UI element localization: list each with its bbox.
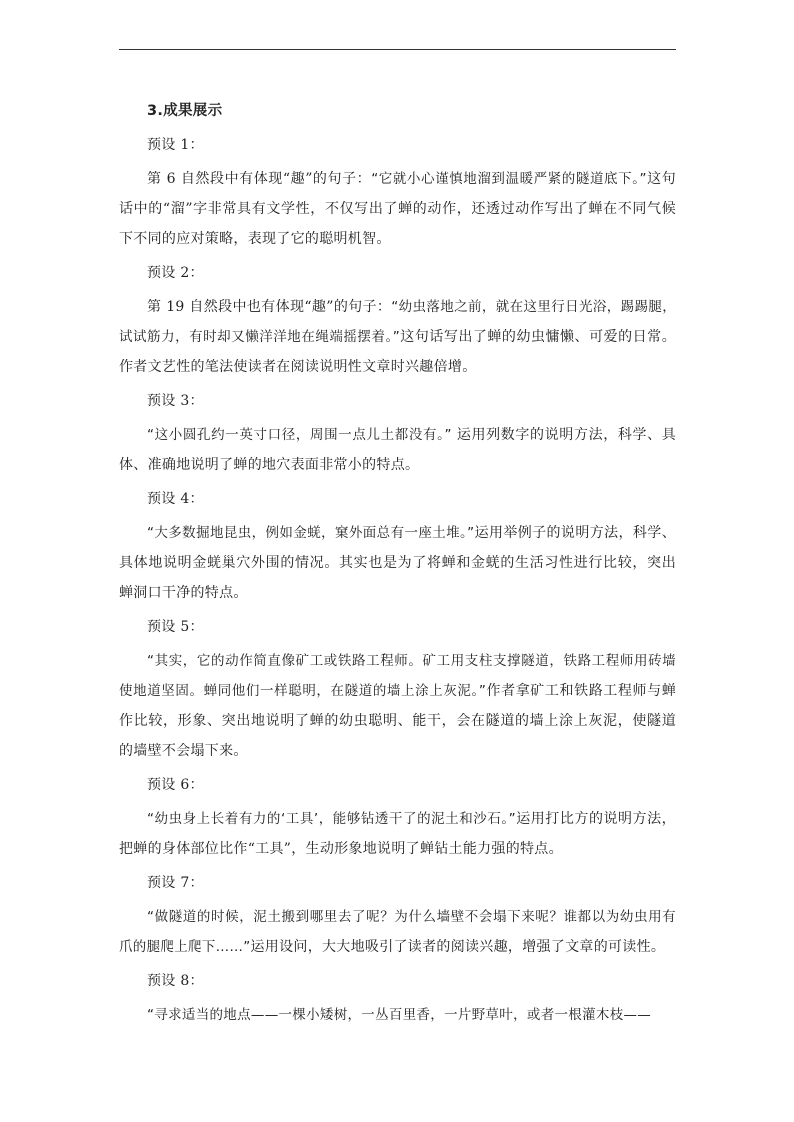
paragraph-analysis: 运用打比方的说明方法，把蝉的身体部位比作“工具”，生动形象地说明了蝉钻土能力强的特点。 xyxy=(119,811,676,857)
quoted-sentence: “这小圆孔约一英寸口径，周围一点儿土都没有。” xyxy=(147,427,452,443)
preset-label-2: 预设 2： xyxy=(147,265,204,281)
quoted-sentence: “它就小心谨慎地溜到温暖严紧的隧道底下。” xyxy=(371,171,647,187)
paragraph-analysis: 作者拿矿工和铁路工程师与蝉作比较，形象、突出地说明了蝉的幼虫聪明、能干，会在隧道的墙上涂上灰泥，使隧道的墙壁不会塌下来。 xyxy=(119,683,677,759)
preset-label-3: 预设 3： xyxy=(147,393,204,409)
paragraph-lead: 第 6 自然段中有体现“趣”的句子： xyxy=(147,171,372,187)
preset-paragraph-3 xyxy=(119,420,676,480)
quoted-sentence: “做隧道的时候，泥土搬到哪里去了呢？为什么墙壁不会塌下来呢？谁都以为幼虫用有爪的腿爬上爬下……” xyxy=(119,909,676,955)
preset-label-5: 预设 5： xyxy=(147,619,204,635)
preset-paragraph-8 xyxy=(119,1000,676,1030)
quoted-sentence: “其实，它的动作简直像矿工或铁路工程师。矿工用支柱支撑隧道，铁路工程师用砖墙使地道坚固。蝉同他们一样聪明，在隧道的墙上涂上灰泥。” xyxy=(119,653,676,699)
preset-paragraph-7 xyxy=(119,902,676,962)
preset-label-6: 预设 6： xyxy=(147,777,204,793)
preset-label-7: 预设 7： xyxy=(147,875,204,891)
document-content xyxy=(119,96,676,1034)
paragraph-analysis: 运用举例子的说明方法，科学、具体地说明金蜣巢穴外围的情况。其实也是为了将蝉和金蜣的生活习性进行比较，突出蝉洞口干净的特点。 xyxy=(119,525,676,601)
paragraph-analysis: 运用设问，大大地吸引了读者的阅读兴趣，增强了文章的可读性。 xyxy=(250,939,666,955)
quoted-sentence: “寻求适当的地点——一棵小矮树，一丛百里香，一片野草叶，或者一根灌木枝—— xyxy=(147,1007,652,1023)
preset-paragraph-4 xyxy=(119,518,676,608)
preset-label-1: 预设 1： xyxy=(147,137,204,153)
preset-paragraph-6 xyxy=(119,804,676,864)
preset-paragraph-1 xyxy=(119,164,676,254)
paragraph-analysis: 这句话写出了蝉的幼虫慵懒、可爱的日常。作者文艺性的笔法使读者在阅读说明性文章时兴趣倍增。 xyxy=(119,329,676,375)
quoted-sentence: “幼虫身上长着有力的‘工具’，能够钻透干了的泥土和沙石。” xyxy=(147,811,516,827)
section-title: 3.成果展示 xyxy=(147,103,223,119)
quoted-sentence: “幼虫落地之前，就在这里行日光浴，踢踢腿，试试筋力，有时却又懒洋洋地在绳端摇摆着。” xyxy=(119,299,676,345)
quoted-sentence: “大多数掘地昆虫，例如金蜣，窠外面总有一座土堆。” xyxy=(147,525,475,541)
preset-label-4: 预设 4： xyxy=(147,491,204,507)
paragraph-analysis: 运用列数字的说明方法，科学、具体、准确地说明了蝉的地穴表面非常小的特点。 xyxy=(119,427,677,473)
preset-label-8: 预设 8： xyxy=(147,973,204,989)
paragraph-analysis: 这句话中的“溜”字非常具有文学性，不仅写出了蝉的动作，还透过动作写出了蝉在不同气候下不同的应对策略，表现了它的聪明机智。 xyxy=(119,171,676,247)
preset-paragraph-5 xyxy=(119,646,676,766)
paragraph-lead: 第 19 自然段中也有体现“趣”的句子： xyxy=(147,299,392,315)
header-rule xyxy=(119,49,676,50)
preset-paragraph-2 xyxy=(119,292,676,382)
